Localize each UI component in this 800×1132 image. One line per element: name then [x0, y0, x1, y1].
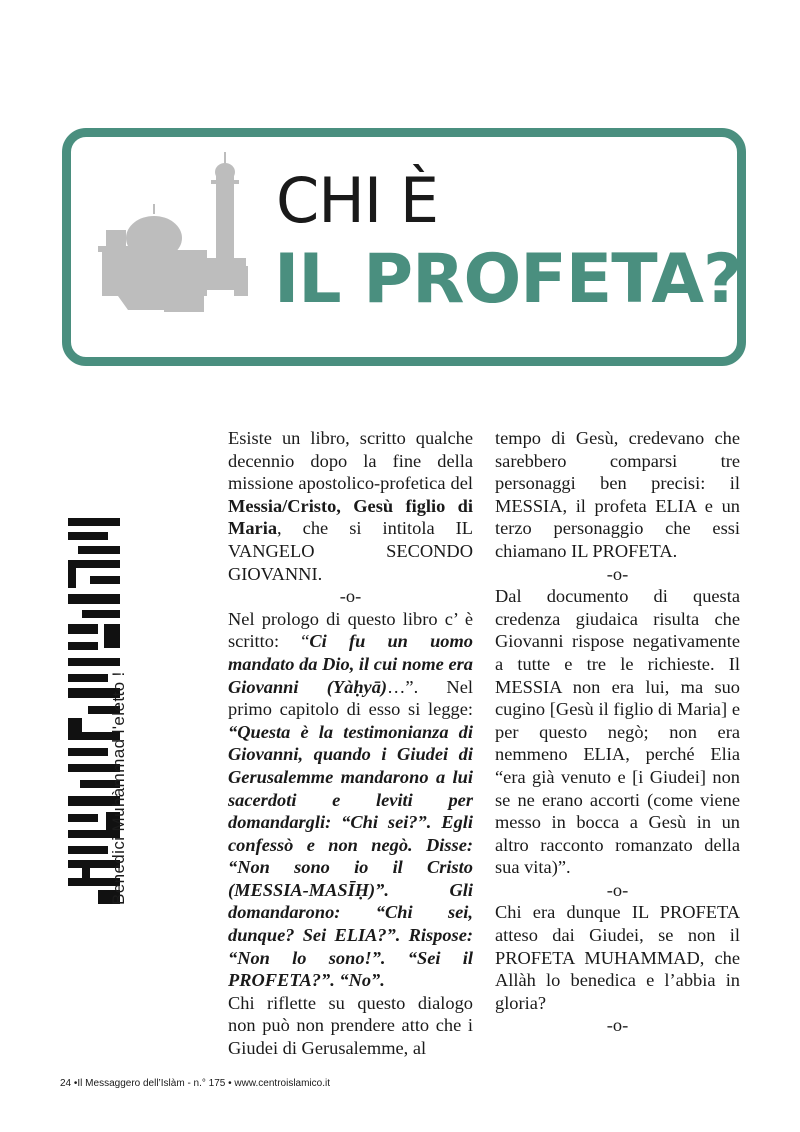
text-run: Nel prologo di questo libro c’ è scritto: “ — [228, 608, 473, 652]
page-footer: 24 •Il Messaggero dell’Islàm - n.° 175 • www.centroislamico.it — [60, 1078, 330, 1089]
text-run: Esiste un libro, scritto qualche decennio dopo la fine della missione apostolico-profetica del — [228, 428, 473, 494]
separator: -o- — [606, 1015, 629, 1036]
mosque-icon — [94, 150, 254, 320]
article-column-right — [495, 427, 740, 1037]
sidebar-caption: Benedici Muhàmmad l'eletto ! — [109, 671, 128, 905]
paragraph: Dal documento di questa credenza giudaica risulta che Giovanni rispose negativamente a tutte e tre le richieste. Il MESSIA non era lui, ma suo cugino [Gesù il figlio di Maria] e per questo negò; non era nemmeno ELIA, perché Elia “era già venuto e [i Giudei] non se ne erano accorti (come viene messo in bocca a Gesù in un altro racconto romanzato della sua vita)”. — [495, 586, 740, 878]
bold-text: Messia/Cristo, Gesù figlio di Maria — [228, 495, 473, 539]
text-run: , che si intitola IL VANGELO SECONDO GIOVANNI. — [228, 518, 473, 584]
paragraph — [228, 427, 473, 585]
quote-text: Ci fu un uomo mandato da Dio, il cui nome era Giovanni (Yàḥyā) — [228, 631, 473, 697]
article-column-left — [228, 427, 473, 1060]
title-line-2: IL PROFETA? — [274, 240, 742, 319]
separator: -o- — [339, 586, 362, 607]
separator: -o- — [606, 563, 629, 584]
separator: -o- — [606, 879, 629, 900]
paragraph: Chi riflette su questo dialogo non può non prendere atto che i Giudei di Gerusalemme, al — [228, 992, 473, 1059]
title-line-1: CHI È — [276, 164, 439, 237]
text-run: …”. Nel primo capitolo di esso si legge: — [228, 676, 473, 720]
paragraph — [228, 608, 473, 992]
quote-text: “Questa è la testimonianza di Giovanni, quando i Giudei di Gerusalemme mandarono a lui sacerdoti e leviti per domandargli: “Chi sei?”. Egli confessò e non negò. Disse: “Non sono io il Cristo (MESSIA-MASĪḤ)”. Gli domandarono: “Chi sei, dunque? Sei ELIA?”. Rispose: “Non lo sono!”. “Sei il PROFETA?”. “No”. — [228, 721, 473, 991]
paragraph: Chi era dunque IL PROFETA atteso dai Giudei, se non il PROFETA MUHAMMAD, che Allàh lo benedica e l’abbia in gloria? — [495, 902, 740, 1013]
paragraph: tempo di Gesù, credevano che sarebbero comparsi tre personaggi ben precisi: il MESSIA, il profeta ELIA e un terzo personaggio che essi chiamano IL PROFETA. — [495, 428, 740, 561]
